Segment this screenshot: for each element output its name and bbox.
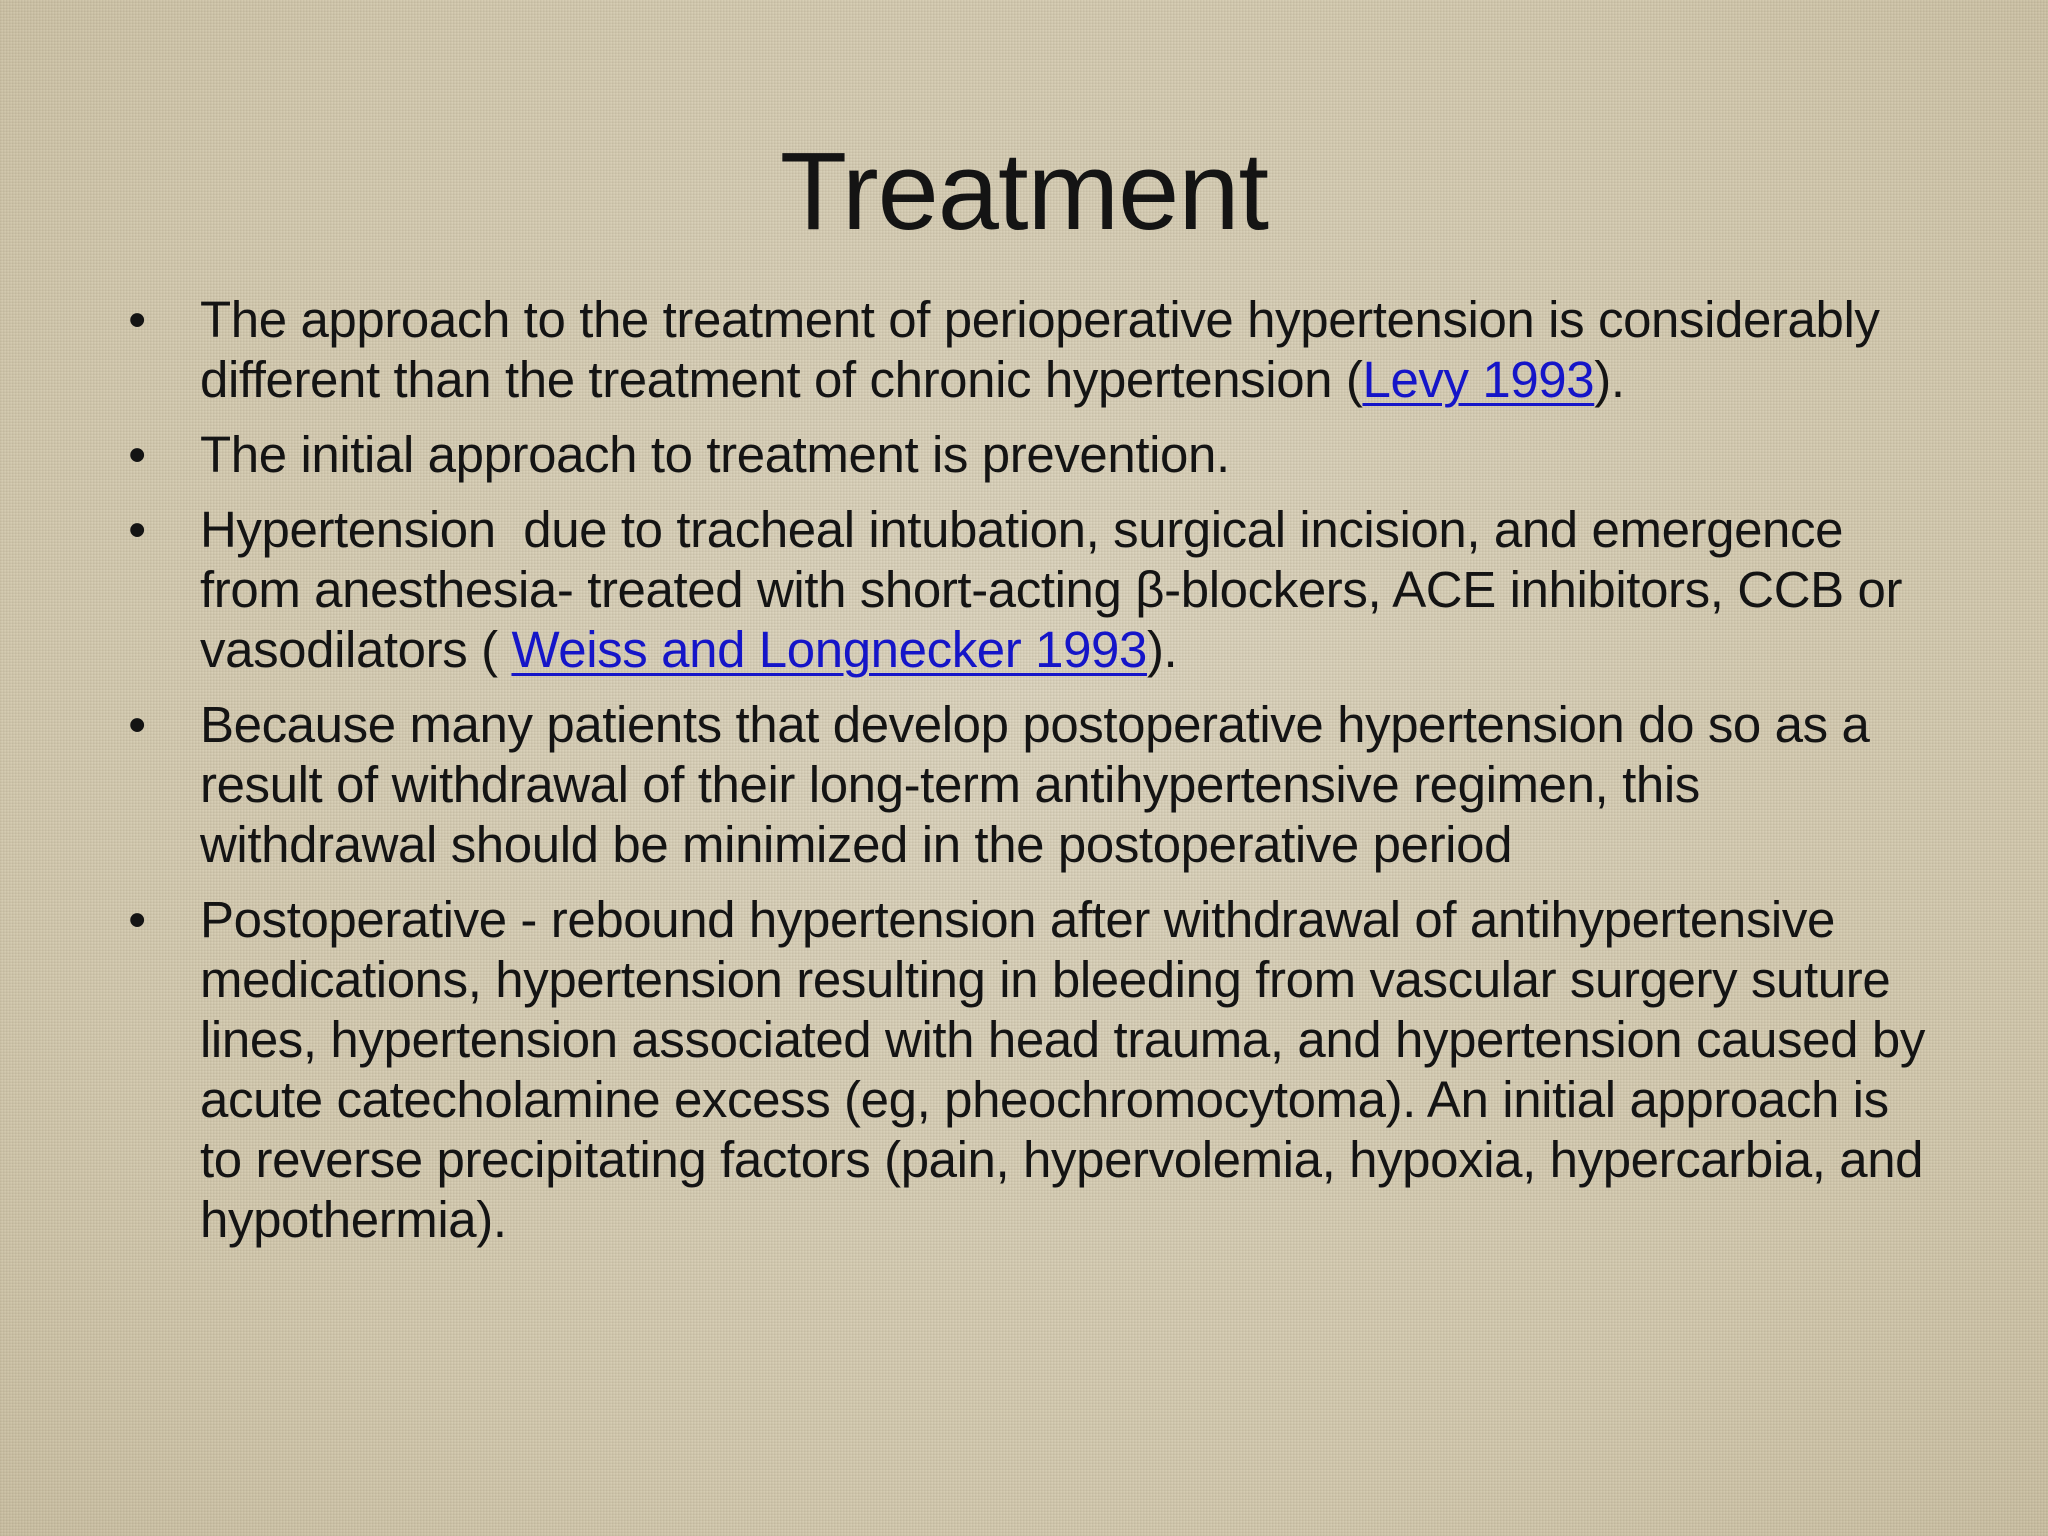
bullet-dot-icon: • [128,501,146,558]
bullet-dot-icon: • [128,426,146,483]
bullet-text-end: ). [1594,351,1625,408]
bullet-item [125,695,1925,875]
bullet-text: Hypertension due to tracheal intubation, surgical incision, and emergence from anesthesia- treated with short-acting β-blockers, ACE inhibitors, CCB or vasodilators ( [200,501,1916,678]
bullet-text: The initial approach to treatment is prevention. [200,426,1230,483]
bullet-item [125,500,1925,680]
bullet-item [125,890,1925,1250]
citation-link-weiss-longnecker-1993[interactable]: Weiss and Longnecker 1993 [511,621,1147,678]
bullet-item [125,425,1925,485]
bullet-text: Because many patients that develop postoperative hypertension do so as a result of withdrawal of their long-term antihypertensive regimen, this withdrawal should be minimized in the postoperative period [200,696,1870,873]
citation-link-levy-1993[interactable]: Levy 1993 [1362,351,1595,408]
bullet-text: Postoperative - rebound hypertension after withdrawal of antihypertensive medications, hypertension resulting in bleeding from vascular surgery suture lines, hypertension associated with head trauma, and hypertension caused by acute catecholamine excess (eg, pheochromocytoma). An initial approach is to reverse precipitating factors (pain, hypervolemia, hypoxia, hypercarbia, and hypothermia). [200,891,1925,1248]
bullet-dot-icon: • [128,891,146,948]
bullet-text-end: ). [1146,621,1178,678]
bullet-dot-icon: • [128,291,146,348]
bullet-text: The approach to the treatment of perioperative hypertension is considerably different than the treatment of chronic hypertension ( [200,291,1880,408]
slide-title: Treatment [779,130,1269,253]
bullet-list [125,290,1925,1265]
bullet-item [125,290,1925,410]
bullet-dot-icon: • [128,696,146,753]
